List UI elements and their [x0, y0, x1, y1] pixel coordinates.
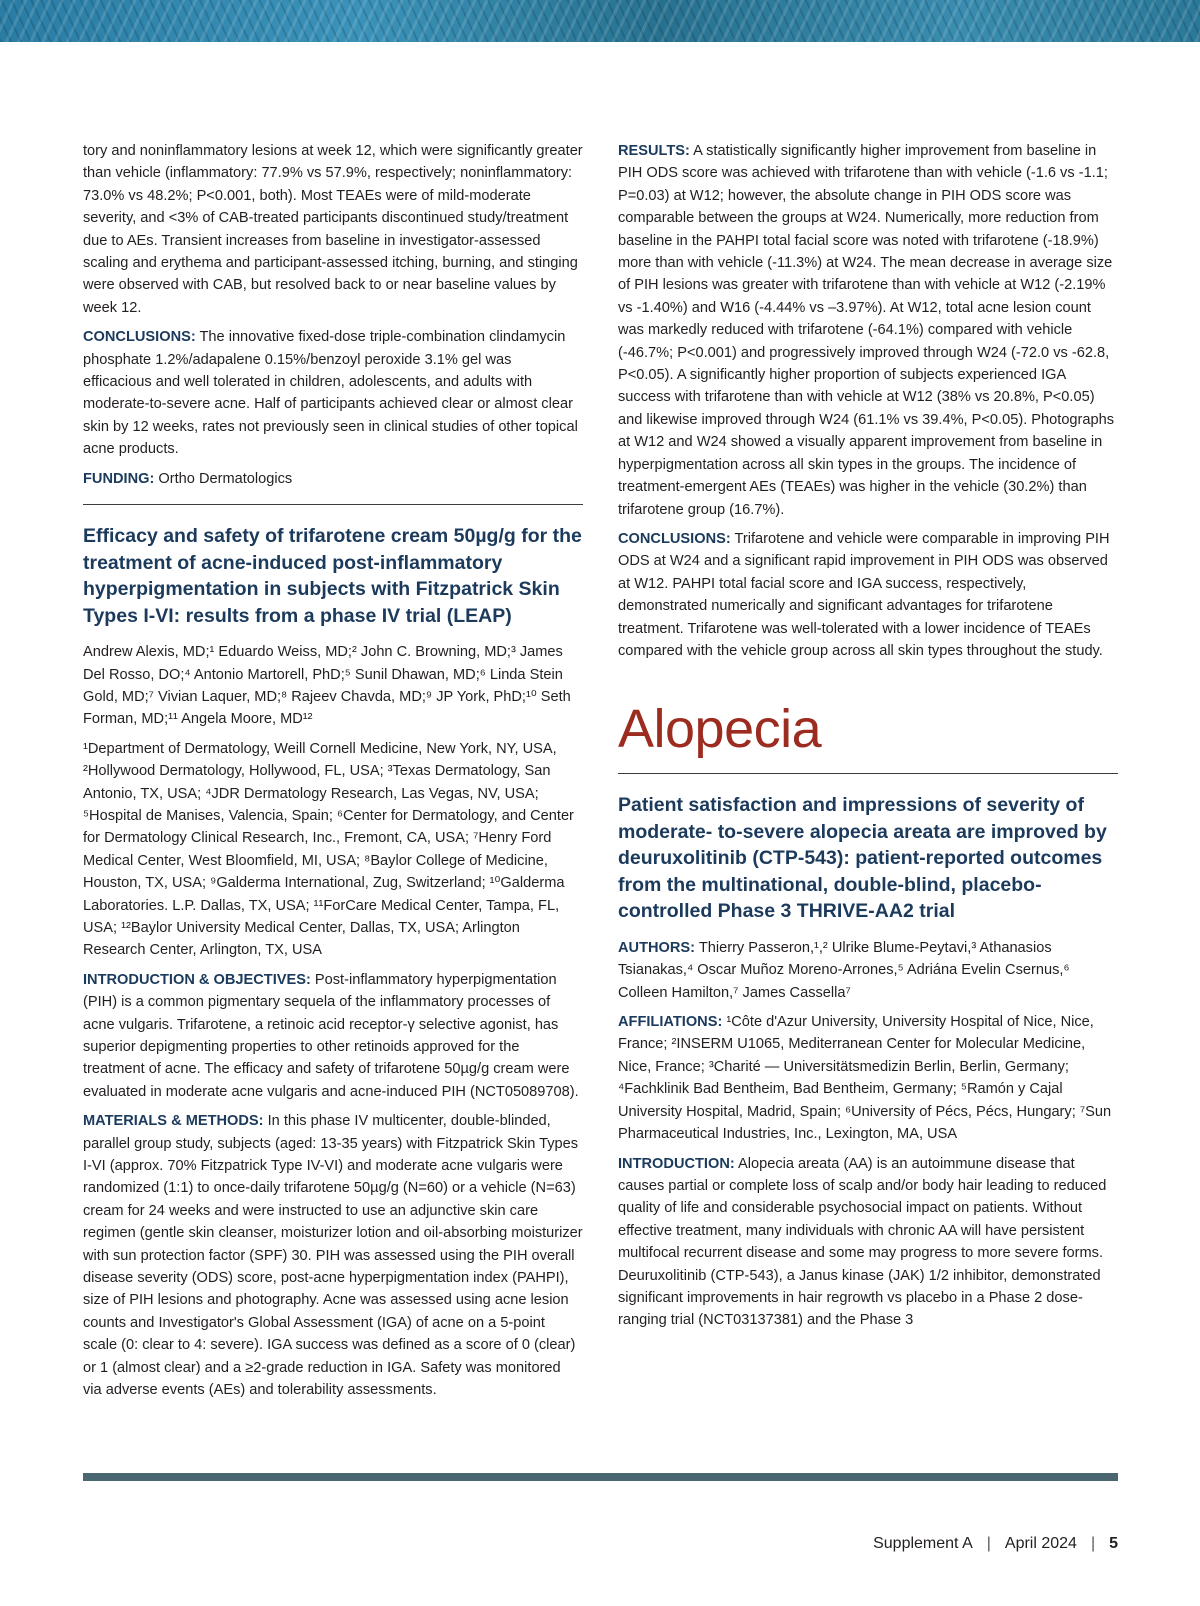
footer-separator: |	[1090, 1535, 1096, 1552]
page-footer	[873, 1535, 1118, 1553]
conclusions-paragraph	[83, 326, 583, 460]
affiliations-paragraph	[618, 1011, 1118, 1145]
footer-separator: |	[986, 1535, 991, 1552]
results-text: A statistically significantly higher improvement from baseline in PIH ODS score was achieved with trifarotene than with vehicle (-1.6 vs -1.1; P=0.03) at W12; however, the absolute change in PIH ODS score was comparable between the groups at W24. Numerically, more reduction from baseline in the PAHPI total facial score was noted with trifarotene (-18.9%) more than with vehicle (-11.3%) at W24. The mean decrease in average size of PIH lesions was greater with trifarotene than with vehicle at W12 (-2.19% vs -1.40%) and W16 (-4.44% vs –3.97%). At W12, total acne lesion count was markedly reduced with trifarotene (-64.1%) compared with vehicle (-46.7%; P<0.001) and progressively improved through W24 (-72.0 vs -62.8, P<0.05). A significantly higher proportion of subjects experienced IGA success with trifarotene than with vehicle at W12 (38% vs 20.8%, P<0.05) and likewise improved through W24 (61.1% vs 39.4%, P<0.05). Photographs at W12 and W24 showed a visually apparent improvement from baseline in hyperpigmentation across all skin types in the groups. The incidence of treatment-emergent AEs (TEAEs) was higher in the vehicle (30.2%) than trifarotene group (16.7%).	[618, 143, 1115, 518]
intro-label: INTRODUCTION & OBJECTIVES:	[83, 971, 311, 988]
intro-text: Alopecia areata (AA) is an autoimmune disease that causes partial or complete loss of scalp and/or body hair leading to reduced quality of life and considerable psychosocial impact on patients. Without effective treatment, many individuals with chronic AA will have persistent multifocal recurrent disease and some may progress to more severe forms. Deuruxolitinib (CTP-543), a Janus kinase (JAK) 1/2 inhibitor, demonstrated significant improvements in hair regrowth vs placebo in a Phase 2 dose-ranging trial (NCT03137381) and the Phase 3	[618, 1155, 1107, 1329]
publication-date: April 2024	[1004, 1535, 1077, 1552]
left-column	[83, 140, 583, 1409]
conclusions-paragraph	[618, 528, 1118, 662]
page-number: 5	[1109, 1535, 1118, 1552]
abstract-title-trifarotene: Efficacy and safety of trifarotene cream 50µg/g for the treatment of acne-induced post-inflammatory hyperpigmentation in subjects with Fitzpatrick Skin Types I-VI: results from a phase IV trial (LEAP)	[83, 525, 582, 627]
funding-text: Ortho Dermatologics	[158, 470, 293, 487]
abstract-title-deuruxolitinib: Patient satisfaction and impressions of severity of moderate- to-severe alopecia areata are improved by deuruxolitinib (CTP-543): patient-reported outcomes from the multinational, double-blind, placebo-controlled Phase 3 THRIVE-AA2 trial	[618, 794, 1107, 923]
conclusions-text: Trifarotene and vehicle were comparable in improving PIH ODS at W24 and a significant rapid improvement in PIH ODS was observed at W12. PAHPI total facial score and IGA success, respectively, demonstrated numerically and significant advantages for trifarotene treatment. Trifarotene was well-tolerated with a lower incidence of TEAEs compared with the vehicle group across all skin types throughout the study.	[618, 530, 1110, 659]
section-divider	[618, 773, 1118, 774]
results-paragraph	[618, 140, 1118, 521]
intro-label: INTRODUCTION:	[618, 1155, 735, 1172]
funding-paragraph	[83, 468, 583, 490]
right-column	[618, 140, 1118, 1339]
conclusions-text: The innovative fixed-dose triple-combination clindamycin phosphate 1.2%/adapalene 0.15%/benzoyl peroxide 3.1% gel was efficacious and well tolerated in children, adolescents, and adults with moderate-to-severe acne. Half of participants achieved clear or almost clear skin by 12 weeks, rates not previously seen in clinical studies of other topical acne products.	[83, 329, 578, 458]
section-divider	[83, 504, 583, 505]
authors-label: AUTHORS:	[618, 939, 696, 956]
conclusions-label: CONCLUSIONS:	[83, 329, 196, 346]
intro-paragraph	[618, 1153, 1118, 1332]
header-banner-ocean	[0, 0, 1200, 42]
affiliations-label: AFFILIATIONS:	[618, 1014, 723, 1031]
authors-paragraph	[618, 937, 1118, 1004]
conclusions-label: CONCLUSIONS:	[618, 530, 731, 547]
intro-text: Post-inflammatory hyperpigmentation (PIH) is a common pigmentary sequela of the inflammatory processes of acne vulgaris. Trifarotene, a retinoic acid receptor-γ selective agonist, has superior depigmenting properties to other retinoids approved for the treatment of acne. The efficacy and safety of trifarotene 50µg/g cream were evaluated in moderate acne vulgaris and acne-induced PIH (NCT05089708).	[83, 971, 579, 1100]
continuation-paragraph: tory and noninflammatory lesions at week 12, which were significantly greater than vehicle (inflammatory: 77.9% vs 57.9%, respectively; noninflammatory: 73.0% vs 48.2%; P<0.001, both). Most TEAEs were of mild-moderate severity, and <3% of CAB-treated participants discontinued study/treatment due to AEs. Transient increases from baseline in investigator-assessed scaling and erythema and participant-assessed itching, burning, and stinging were observed with CAB, but resolved back to or near baseline values by week 12.	[83, 143, 583, 316]
results-label: RESULTS:	[618, 143, 690, 159]
funding-label: FUNDING:	[83, 470, 155, 487]
publication-name: Supplement A	[873, 1535, 973, 1552]
methods-label: MATERIALS & METHODS:	[83, 1113, 264, 1130]
methods-text: In this phase IV multicenter, double-blinded, parallel group study, subjects (aged: 13-35 years) with Fitzpatrick Skin Types I-VI (approx. 70% Fitzpatrick Type IV-VI) and moderate acne vulgaris were randomized (1:1) to once-daily trifarotene 50µg/g (N=60) or a vehicle (N=63) cream for 24 weeks and were instructed to use an adjunctive skin care regimen (gentle skin cleanser, moisturizer lotion and oil-absorbing moisturizer with sun protection factor (SPF) 30. PIH was assessed using the PIH overall disease severity (ODS) score, post-acne hyperpigmentation index (PAHPI), size of PIH lesions and photography. Acne was assessed using acne lesion counts and Investigator's Global Assessment (IGA) of acne on a 5-point scale (0: clear to 4: severe). IGA success was defined as a score of 0 (clear) or 1 (almost clear) and a ≥2-grade reduction in IGA. Safety was monitored via adverse events (AEs) and tolerability assessments.	[83, 1113, 583, 1399]
methods-paragraph	[83, 1110, 583, 1401]
author-list: Andrew Alexis, MD;¹ Eduardo Weiss, MD;² John C. Browning, MD;³ James Del Rosso, DO;⁴ Antonio Martorell, PhD;⁵ Sunil Dhawan, MD;⁶ Linda Stein Gold, MD;⁷ Vivian Laquer, MD;⁸ Rajeev Chavda, MD;⁹ JP York, PhD;¹⁰ Seth Forman, MD;¹¹ Angela Moore, MD¹²	[83, 644, 571, 728]
affiliations-list: ¹Department of Dermatology, Weill Cornell Medicine, New York, NY, USA, ²Hollywood Dermatology, Hollywood, FL, USA; ³Texas Dermatology, San Antonio, TX, USA; ⁴JDR Dermatology Research, Las Vegas, NV, USA; ⁵Hospital de Manises, Valencia, Spain; ⁶Center for Dermatology, and Center for Dermatology Clinical Research, Inc., Fremont, CA, USA; ⁷Henry Ford Medical Center, West Bloomfield, MI, USA; ⁸Baylor College of Medicine, Houston, TX, USA; ⁹Galderma International, Zug, Switzerland; ¹⁰Galderma Laboratories. L.P. Dallas, TX, USA; ¹¹ForCare Medical Center, Tampa, FL, USA; ¹²Baylor University Medical Center, Dallas, TX, USA; Arlington Research Center, Arlington, TX, USA	[83, 740, 574, 959]
authors-text: Thierry Passeron,¹,² Ulrike Blume-Peytavi,³ Athanasios Tsianakas,⁴ Oscar Muñoz Moreno-Arrones,⁵ Adriána Evelin Csernus,⁶ Colleen Hamilton,⁷ James Cassella⁷	[618, 939, 1070, 1001]
footer-rule-bar	[83, 1473, 1118, 1481]
section-heading-alopecia: Alopecia	[618, 699, 822, 760]
intro-paragraph	[83, 969, 583, 1103]
affiliations-text: ¹Côte d'Azur University, University Hospital of Nice, Nice, France; ²INSERM U1065, Mediterranean Center for Molecular Medicine, Nice, France; ³Charité — Universitätsmedizin Berlin, Berlin, Germany; ⁴Fachklinik Bad Bentheim, Bad Bentheim, Germany; ⁵Ramón y Cajal University Hospital, Madrid, Spain; ⁶University of Pécs, Pécs, Hungary; ⁷Sun Pharmaceutical Industries, Inc., Lexington, MA, USA	[618, 1014, 1112, 1143]
